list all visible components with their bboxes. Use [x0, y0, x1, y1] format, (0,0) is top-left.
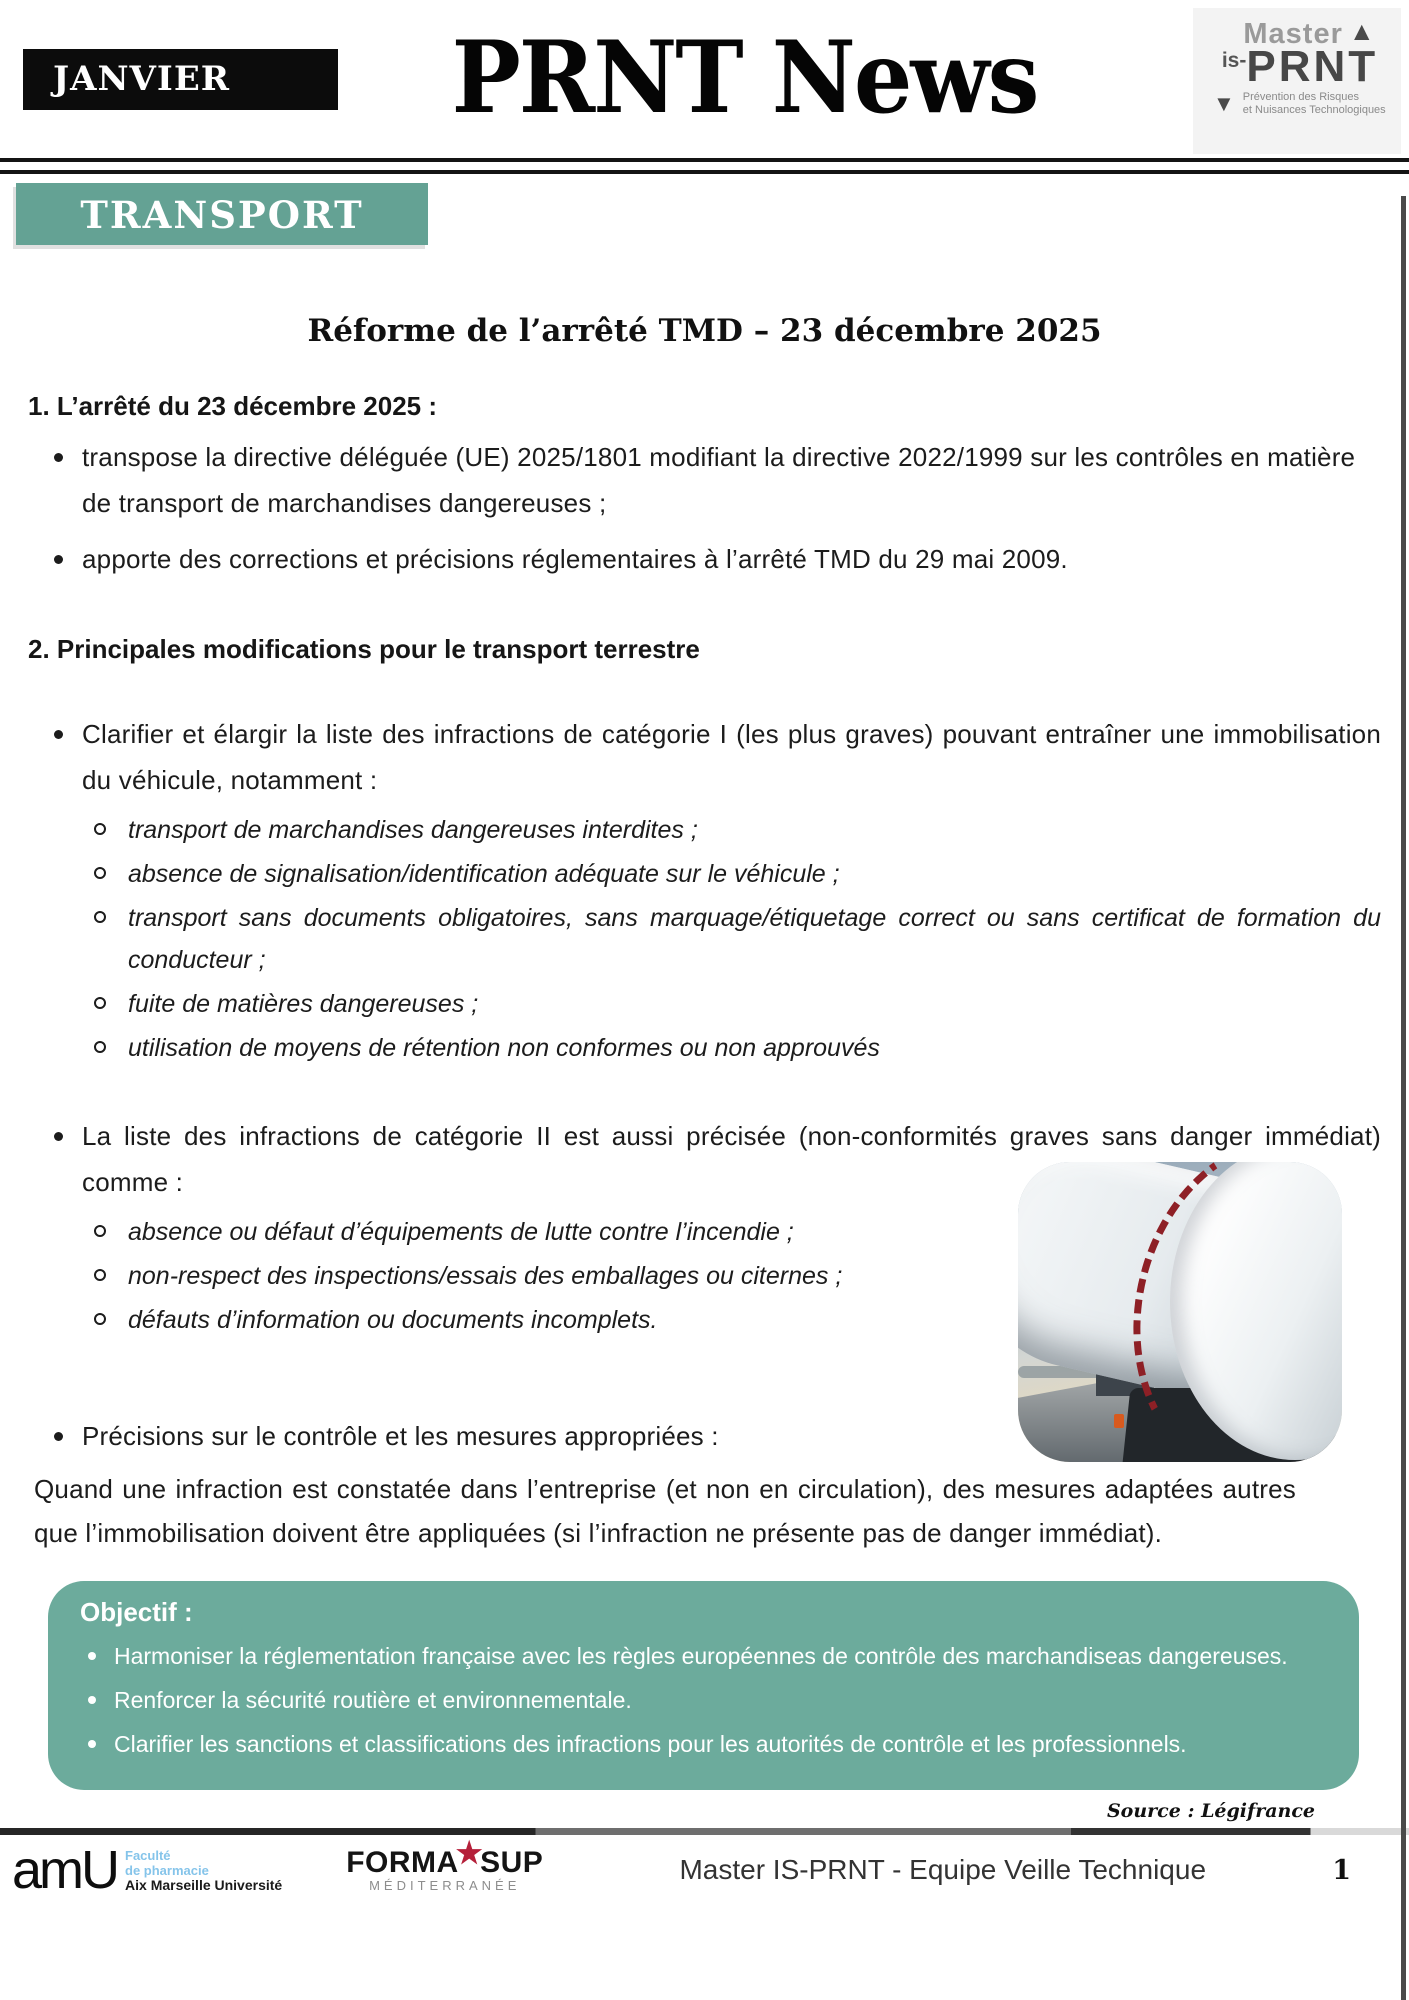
section1-bullet-list	[28, 434, 1381, 582]
amu-faculty-line2: de pharmacie	[125, 1862, 209, 1878]
masthead-title: PRNT News	[451, 19, 1038, 136]
header-divider	[0, 158, 1409, 174]
logo-master-text: Master	[1243, 18, 1343, 50]
logo-is-prefix: is-	[1221, 49, 1247, 72]
page-footer	[0, 1835, 1409, 1900]
truck-taillight	[1114, 1414, 1124, 1428]
list-item: défauts d’information ou documents incomplets.	[82, 1299, 1008, 1341]
logo-tagline	[1243, 91, 1386, 117]
amu-sub-text	[125, 1848, 282, 1893]
precisions-paragraph: Quand une infraction est constatée dans l’entreprise (et non en circulation), des mesures adaptées autres que l’immobilisation doivent être appliquées (si l’infraction ne présente pas de danger immédiat).	[34, 1474, 1296, 1548]
amu-wordmark: amU	[12, 1840, 118, 1900]
triangle-up-icon: ▲	[1348, 16, 1375, 46]
list-item: transport sans documents obligatoires, sans marquage/étiquetage correct ou sans certificat de formation du conducteur ;	[82, 897, 1381, 981]
triangle-down-icon: ▼	[1213, 91, 1235, 116]
article-title: Réforme de l’arrêté TMD – 23 décembre 2025	[307, 313, 1102, 349]
category1-sub-list	[28, 809, 1381, 1069]
formasup-subtitle: MÉDITERRANÉE	[369, 1877, 521, 1893]
tanker-truck-photo	[1018, 1162, 1342, 1462]
objective-heading: Objectif :	[80, 1597, 193, 1627]
list-item: Clarifier et élargir la liste des infractions de catégorie I (les plus graves) pouvant entraîner une immobilisation du véhicule, notamment :	[28, 711, 1381, 803]
logo-tagline-line1: Prévention des Risques	[1242, 91, 1359, 103]
logo-acronym-text: PRNT	[1246, 42, 1379, 91]
list-item: apporte des corrections et précisions réglementaires à l’arrêté TMD du 29 mai 2009.	[28, 536, 1381, 582]
list-item: transport de marchandises dangereuses interdites ;	[82, 809, 1381, 851]
list-item: Clarifier les sanctions et classifications des infractions pour les autorités de contrôle et les professionnels.	[64, 1726, 1299, 1762]
list-item: Précisions sur le contrôle et les mesures appropriées :	[28, 1413, 1381, 1459]
star-icon: ★	[455, 1836, 484, 1870]
list-item: non-respect des inspections/essais des emballages ou citernes ;	[82, 1255, 1008, 1297]
newsletter-header	[0, 0, 1409, 158]
article-body	[0, 391, 1409, 1822]
master-isprnt-logo	[1193, 8, 1401, 154]
issue-date-badge: JANVIER 2026	[23, 49, 338, 110]
category1-bullet-list	[28, 711, 1381, 803]
list-item: absence de signalisation/identification adéquate sur le véhicule ;	[82, 853, 1381, 895]
amu-university-name: Aix Marseille Université	[125, 1876, 283, 1893]
source-credit: Source : Légifrance	[1106, 1800, 1315, 1822]
section1-heading: 1. L’arrêté du 23 décembre 2025 :	[28, 391, 437, 421]
logo-row-tagline	[1213, 91, 1393, 117]
objective-bullet-list	[64, 1638, 1323, 1762]
category-banner: TRANSPORT	[16, 183, 428, 245]
page-number: 1	[1332, 1854, 1351, 1886]
formasup-word1: FORMA	[346, 1845, 459, 1879]
logo-tagline-line2: et Nuisances Technologiques	[1242, 104, 1386, 116]
list-item: absence ou défaut d’équipements de lutte contre l’incendie ;	[82, 1211, 1008, 1253]
list-item: Renforcer la sécurité routière et environnementale.	[64, 1682, 1299, 1718]
list-item: fuite de matières dangereuses ;	[82, 983, 1381, 1025]
list-item: La liste des infractions de catégorie II est aussi précisée (non-conformités graves sans danger immédiat) comme :	[28, 1113, 1381, 1205]
formasup-logo	[346, 1836, 544, 1893]
formasup-wordmark	[346, 1836, 544, 1879]
objective-box	[48, 1581, 1359, 1790]
amu-logo	[12, 1840, 283, 1900]
logo-row-acronym	[1207, 42, 1393, 91]
list-item: utilisation de moyens de rétention non conformes ou non approuvés	[82, 1027, 1381, 1069]
formasup-word2: SUP	[480, 1845, 544, 1879]
list-item: Harmoniser la réglementation française avec les règles européennes de contrôle des marchandiseas dangereuses.	[64, 1638, 1299, 1674]
section2-heading: 2. Principales modifications pour le transport terrestre	[28, 634, 700, 664]
footer-credit: Master IS-PRNT - Equipe Veille Technique	[679, 1854, 1207, 1885]
footer-divider	[0, 1828, 1409, 1835]
list-item: transpose la directive déléguée (UE) 2025/1801 modifiant la directive 2022/1999 sur les contrôles en matière de transport de marchandises dangereuses ;	[28, 434, 1381, 526]
amu-faculty-line1: Faculté	[125, 1847, 171, 1863]
